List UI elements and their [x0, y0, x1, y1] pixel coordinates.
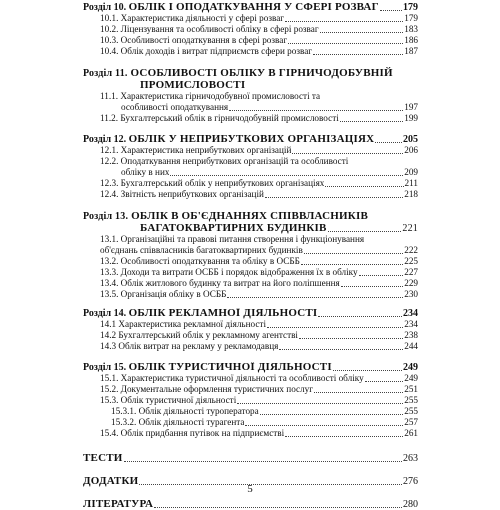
section-title: ОБЛІК ТУРИСТИЧНОЇ ДІЯЛЬНОСТІ — [128, 362, 332, 373]
page-ref: 280 — [403, 499, 418, 510]
subsection-entry[interactable] — [83, 13, 418, 24]
subsection-entry[interactable] — [83, 417, 418, 428]
subsection-entry[interactable] — [83, 319, 418, 330]
subsection-number: 12.4. — [100, 189, 119, 199]
page-ref: 234 — [403, 308, 418, 319]
subsection-title: Ліцензування та особливості обліку в сфері розваг — [120, 24, 319, 34]
subsection-number: 10.2. — [100, 24, 119, 34]
page-ref: 257 — [404, 417, 418, 427]
subsection-title: Особливості оподаткування в сфері розваг — [120, 35, 288, 45]
leader-dots — [375, 142, 402, 143]
page-ref: 206 — [404, 145, 418, 155]
subsection-entry[interactable] — [83, 384, 418, 395]
page-ref: 249 — [403, 362, 418, 373]
subsection-title: Облік житлового будинку та витрат на його поліпшення — [120, 278, 340, 288]
subsection-title: Облік діяльності турагента — [138, 417, 245, 427]
subsection-entry[interactable] — [83, 91, 418, 113]
leader-dots — [301, 264, 403, 265]
page-ref: 211 — [404, 178, 418, 188]
subsection-title: Доходи та витрати ОСББ і порядок відображення їх в обліку — [120, 267, 358, 277]
page-ref: 230 — [404, 289, 418, 299]
subsection-number: 15.3. — [100, 395, 119, 405]
subsection-number: 13.1. — [100, 234, 119, 244]
page-ref: 179 — [404, 13, 418, 23]
leader-dots — [328, 231, 402, 232]
subsection-number: 15.3.1. — [111, 406, 137, 416]
subsection-entry[interactable] — [83, 278, 418, 289]
subsection-entry[interactable] — [83, 178, 418, 189]
subsection-entry[interactable] — [83, 256, 418, 267]
page-ref: 187 — [404, 46, 418, 56]
subsection-entry[interactable] — [83, 46, 418, 57]
subsection-number: 10.4. — [100, 46, 119, 56]
page-ref: 261 — [404, 428, 418, 438]
section-label: Розділ 14. — [83, 308, 127, 319]
subsection-title: Характеристика неприбуткових організацій — [120, 145, 292, 155]
leader-dots — [288, 43, 403, 44]
page-ref: 199 — [404, 113, 418, 123]
subsection-entry[interactable] — [83, 189, 418, 200]
section-12-entry[interactable] — [83, 134, 418, 145]
leader-dots — [304, 253, 403, 254]
page-ref: 255 — [404, 395, 418, 405]
subsection-entry[interactable] — [83, 35, 418, 46]
subsection-number: 15.1. — [100, 373, 119, 383]
subsection-number: 15.3.2. — [111, 417, 137, 427]
section-label: Розділ 10. — [83, 2, 127, 13]
subsection-title: Характеристика рекламної діяльності — [118, 319, 266, 329]
leader-dots — [359, 275, 404, 276]
subsection-title-line2: особливості оподаткування — [121, 102, 229, 112]
leader-dots — [341, 286, 403, 287]
subsection-title-line1: Організаційні та правові питання створення і функціонування — [120, 234, 365, 244]
leader-dots — [313, 54, 403, 55]
subsection-number: 10.1. — [100, 13, 119, 23]
subsection-entry[interactable] — [83, 24, 418, 35]
page-number: 5 — [247, 483, 253, 495]
section-title: ОБЛІК РЕКЛАМНОЇ ДІЯЛЬНОСТІ — [128, 308, 318, 319]
page-ref: 225 — [404, 256, 418, 266]
subsection-title: Облік придбання путівок на підприємстві — [120, 428, 285, 438]
back-matter-title: ТЕСТИ — [83, 453, 123, 464]
leader-dots — [229, 110, 403, 111]
subsection-title-line2: об'єднань співвласників багатоквартирних будинків — [100, 245, 303, 255]
back-matter-tests[interactable] — [83, 453, 418, 464]
page-ref: 205 — [403, 134, 418, 145]
subsection-entry[interactable] — [83, 234, 418, 256]
leader-dots — [237, 403, 403, 404]
section-title: ОБЛІК І ОПОДАТКУВАННЯ У СФЕРІ РОЗВАГ — [128, 2, 379, 13]
subsection-number: 14.2 — [100, 330, 117, 340]
table-of-contents — [83, 2, 418, 510]
page-ref: 222 — [404, 245, 418, 255]
page-ref: 183 — [404, 24, 418, 34]
section-title-line2: БАГАТОКВАРТИРНИХ БУДИНКІВ — [140, 223, 327, 234]
section-label: Розділ 12. — [83, 134, 127, 145]
subsection-entry[interactable] — [83, 373, 418, 384]
leader-dots — [380, 10, 402, 11]
page-ref: 227 — [404, 267, 418, 277]
section-10-entry[interactable] — [83, 2, 418, 13]
subsection-entry[interactable] — [83, 156, 418, 178]
subsection-title: Бухгалтерський облік у рекламному агентстві — [118, 330, 298, 340]
page-ref: 186 — [404, 35, 418, 45]
page-ref: 209 — [404, 167, 418, 177]
section-14-entry[interactable] — [83, 308, 418, 319]
section-label: Розділ 11. — [83, 68, 128, 79]
page-ref: 251 — [404, 384, 418, 394]
subsection-title: Облік доходів і витрат підприємств сфери розваг — [120, 46, 313, 56]
subsection-number: 13.3. — [100, 267, 119, 277]
subsection-number: 13.2. — [100, 256, 119, 266]
section-13-entry[interactable] — [83, 210, 418, 234]
subsection-title: Особливості оподаткування та обліку в ОСББ — [120, 256, 300, 266]
section-15-entry[interactable] — [83, 362, 418, 373]
back-matter-title: ДОДАТКИ — [83, 476, 139, 487]
subsection-title: Бухгалтерський облік в гірничодобувній промисловості — [120, 113, 339, 123]
section-title: ОБЛІК У НЕПРИБУТКОВИХ ОРГАНІЗАЦІЯХ — [128, 134, 375, 145]
leader-dots — [279, 349, 403, 350]
leader-dots — [325, 186, 403, 187]
leader-dots — [285, 21, 403, 22]
leader-dots — [365, 381, 404, 382]
subsection-entry[interactable] — [83, 330, 418, 341]
leader-dots — [265, 197, 403, 198]
subsection-entry[interactable] — [83, 406, 418, 417]
page-ref: 249 — [404, 373, 418, 383]
leader-dots — [318, 316, 402, 317]
section-title-line2: ПРОМИСЛОВОСТІ — [140, 80, 246, 91]
page-ref: 197 — [404, 102, 418, 112]
section-label: Розділ 15. — [83, 362, 127, 373]
subsection-title: Звітність неприбуткових організацій — [120, 189, 264, 199]
section-title-line1: ОБЛІК В ОБ'ЄДНАННЯХ СПІВВЛАСНИКІВ — [131, 210, 368, 222]
leader-dots — [314, 392, 403, 393]
subsection-entry[interactable] — [83, 428, 418, 439]
subsection-title: Характеристика діяльності у сфері розваг — [120, 13, 285, 23]
subsection-title-line1: Характеристика гірничодобувної промисловості та — [120, 91, 321, 101]
subsection-number: 15.4. — [100, 428, 119, 438]
subsection-number: 11.2. — [100, 113, 119, 123]
leader-dots — [245, 425, 403, 426]
subsection-number: 14.3 — [100, 341, 117, 351]
subsection-title: Облік витрат на рекламу у рекламодавця — [118, 341, 279, 351]
subsection-title-line1: Оподаткування неприбуткових організацій та особливості — [120, 156, 349, 166]
subsection-number: 15.2. — [100, 384, 119, 394]
section-11-entry[interactable] — [83, 67, 418, 91]
subsection-entry[interactable] — [83, 341, 418, 352]
page-ref: 244 — [404, 341, 418, 351]
leader-dots — [260, 414, 404, 415]
section-title-line1: ОСОБЛИВОСТІ ОБЛІКУ В ГІРНИЧОДОБУВНІЙ — [130, 67, 393, 79]
leader-dots — [292, 153, 403, 154]
leader-dots — [299, 338, 403, 339]
page-ref: 234 — [404, 319, 418, 329]
page-ref: 221 — [402, 223, 418, 234]
back-matter-title: ЛІТЕРАТУРА — [83, 499, 154, 510]
leader-dots — [154, 507, 402, 508]
leader-dots — [170, 175, 403, 176]
subsection-number: 14.1 — [100, 319, 117, 329]
subsection-number: 13.5. — [100, 289, 119, 299]
page-ref: 238 — [404, 330, 418, 340]
subsection-title: Облік туристичної діяльності — [120, 395, 237, 405]
page-ref: 263 — [403, 453, 418, 464]
leader-dots — [333, 370, 402, 371]
subsection-number: 12.1. — [100, 145, 119, 155]
subsection-number: 12.2. — [100, 156, 119, 166]
subsection-title: Документальне оформлення туристичних послуг — [120, 384, 314, 394]
subsection-number: 10.3. — [100, 35, 119, 45]
subsection-title-line2: обліку в них — [121, 167, 170, 177]
leader-dots — [285, 436, 403, 437]
subsection-entry[interactable] — [83, 267, 418, 278]
subsection-entry[interactable] — [83, 113, 418, 124]
subsection-number: 11.1. — [100, 91, 119, 101]
subsection-entry[interactable] — [83, 289, 418, 300]
subsection-title: Облік діяльності туроператора — [138, 406, 259, 416]
subsection-entry[interactable] — [83, 395, 418, 406]
leader-dots — [267, 327, 403, 328]
leader-dots — [227, 297, 403, 298]
page-ref: 179 — [403, 2, 418, 13]
subsection-number: 12.3. — [100, 178, 119, 188]
page-ref: 276 — [403, 476, 418, 487]
subsection-title: Організація обліку в ОСББ — [120, 289, 227, 299]
subsection-title: Бухгалтерський облік у неприбуткових організаціях — [120, 178, 325, 188]
subsection-title: Характеристика туристичної діяльності та особливості обліку — [120, 373, 364, 383]
leader-dots — [124, 461, 402, 462]
page-ref: 218 — [404, 189, 418, 199]
page-ref: 255 — [404, 406, 418, 416]
subsection-number: 13.4. — [100, 278, 119, 288]
page-ref: 229 — [404, 278, 418, 288]
section-label: Розділ 13. — [83, 211, 129, 222]
leader-dots — [320, 32, 404, 33]
back-matter-literature[interactable] — [83, 499, 418, 510]
subsection-entry[interactable] — [83, 145, 418, 156]
leader-dots — [340, 121, 403, 122]
